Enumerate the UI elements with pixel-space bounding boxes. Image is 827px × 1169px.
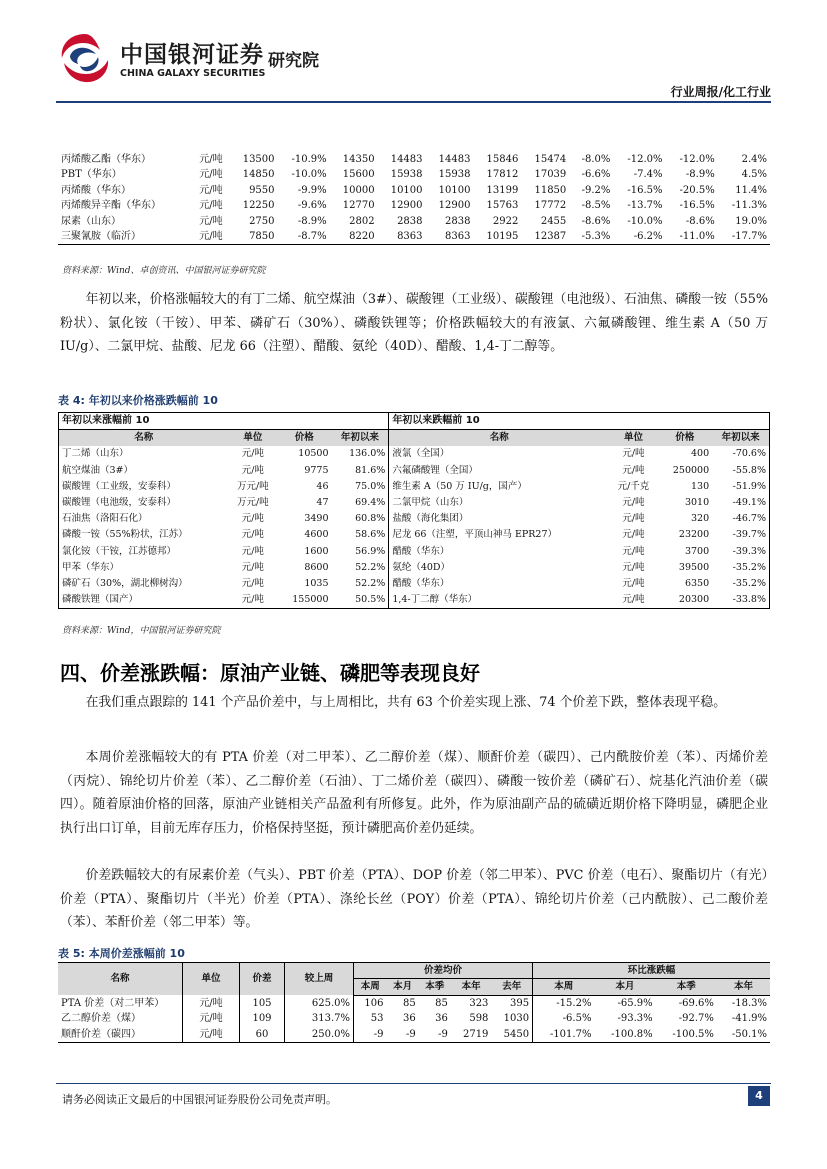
col-wow: 较上周 [285, 963, 354, 996]
right-ytd-change: -46.7% [732, 513, 766, 525]
ratio-week: -9.2% [581, 184, 611, 196]
right-unit: 元/吨 [622, 545, 645, 557]
avg-quarter: 10100 [438, 184, 471, 196]
price: 2750 [249, 215, 275, 227]
left-ytd-change: 69.4% [355, 497, 386, 509]
right-price: 20300 [678, 594, 710, 606]
avg-col-lastyear: 去年 [491, 979, 532, 995]
left-unit: 元/吨 [241, 545, 264, 557]
ratio-week: -8.6% [581, 215, 611, 227]
right-product-name: 1,4-丁二醇（华东） [389, 592, 609, 609]
col-name: 名称 [58, 963, 183, 996]
left-price: 3490 [304, 513, 329, 525]
left-product-name: 石油焦（洛阳石化） [62, 513, 148, 525]
right-unit: 元/吨 [622, 578, 645, 590]
col-name: 名称 [389, 430, 609, 447]
left-product-name: 碳酸锂（工业级，安泰科） [62, 480, 177, 492]
avg-year: 2719 [462, 1028, 489, 1040]
section-title: 四、价差涨跌幅：原油产业链、磷肥等表现良好 [60, 661, 480, 685]
left-price: 1600 [304, 545, 329, 557]
ratio-month: -93.3% [617, 1013, 653, 1025]
avg-month: 36 [402, 1013, 416, 1025]
left-unit: 元/吨 [241, 594, 264, 606]
table-row [59, 463, 770, 479]
avg-quarter: 36 [435, 1013, 448, 1025]
ratio-month: -100.8% [611, 1028, 653, 1040]
right-ytd-change: -39.7% [732, 529, 766, 541]
right-product-name: 液氯（全国） [389, 446, 609, 462]
right-price: 250000 [672, 464, 710, 476]
weekly-change: -10.0% [291, 169, 327, 181]
price: 13500 [242, 154, 275, 165]
ratio-col-quarter: 本季 [656, 979, 717, 995]
product-name: 尿素（山东） [61, 215, 121, 227]
ratio-year: -11.3% [731, 200, 767, 212]
right-product-name: 氨纶（40D） [389, 560, 609, 576]
table-row [58, 214, 770, 229]
col-ytd: 年初以来 [332, 430, 389, 447]
right-product-name: 维生素 A（50 万 IU/g，国产） [389, 479, 609, 495]
right-price: 23200 [678, 529, 710, 541]
left-product-name: 碳酸锂（电池级，安泰科） [62, 497, 177, 509]
product-name: 三聚氰胺（临沂） [61, 231, 141, 243]
avg-lastyear: 11850 [534, 184, 567, 196]
table4-caption: 表 4: 年初以来价格涨跌幅前 10 [58, 394, 218, 407]
ratio-year: -18.3% [731, 997, 767, 1009]
left-ytd-change: 58.6% [355, 529, 386, 541]
ratio-week: -101.7% [533, 1027, 595, 1043]
price-change-table-continued [58, 152, 770, 245]
ratio-year: 2.4% [741, 154, 767, 165]
ratio-month: -12.0% [627, 154, 663, 165]
avg-year: 13199 [486, 184, 519, 196]
avg-year: 2922 [492, 215, 519, 227]
right-price: 400 [691, 448, 710, 460]
weekly-change: -10.9% [291, 154, 327, 165]
avg-col-week: 本周 [354, 979, 387, 995]
col-unit: 单位 [609, 430, 658, 447]
ratio-week: -5.3% [581, 231, 611, 243]
avg-month: 15938 [390, 169, 423, 181]
product-name: 乙二醇价差（煤） [61, 1013, 141, 1025]
right-ytd-change: -39.3% [732, 545, 766, 557]
table-row [58, 229, 770, 245]
col-unit: 单位 [229, 430, 278, 447]
weekly-change: -9.9% [297, 184, 327, 196]
table-row [59, 479, 770, 495]
price: 9550 [249, 184, 275, 196]
avg-year: 10195 [486, 231, 519, 243]
avg-lastyear: 15474 [534, 154, 567, 165]
right-ytd-change: -55.8% [732, 464, 766, 476]
right-ytd-change: -33.8% [732, 594, 766, 606]
left-product-name: 甲苯（华东） [62, 561, 120, 573]
product-name: PBT（华东） [61, 169, 122, 181]
avg-quarter: 8363 [444, 231, 471, 243]
col-name: 名称 [59, 430, 229, 447]
right-unit: 元/吨 [622, 594, 645, 606]
table-row [58, 1027, 770, 1043]
col-price: 价格 [658, 430, 712, 447]
left-price: 9775 [304, 464, 329, 476]
ratio-week: -8.5% [581, 200, 611, 212]
avg-week: 106 [354, 995, 387, 1011]
ratio-week: -15.2% [533, 995, 595, 1011]
avg-week: 2802 [349, 215, 375, 227]
avg-col-month: 本月 [386, 979, 418, 995]
avg-month: 12900 [390, 200, 423, 212]
ratio-col-month: 本月 [594, 979, 655, 995]
left-product-name: 磷酸一铵（55%粉状，江苏） [62, 529, 188, 541]
left-unit: 元/吨 [241, 464, 264, 476]
left-product-name: 磷酸铁锂（国产） [62, 594, 139, 606]
avg-week: 15600 [342, 169, 375, 181]
right-ytd-change: -51.9% [732, 480, 766, 492]
unit: 元/吨 [199, 231, 223, 243]
avg-col-quarter: 本季 [419, 979, 451, 995]
report-type: 行业周报/化工行业 [670, 85, 771, 99]
ratio-quarter: -8.9% [685, 169, 715, 181]
right-price: 130 [691, 480, 710, 492]
ratio-col-week: 本周 [533, 979, 595, 995]
avg-lastyear: 5450 [503, 1028, 530, 1040]
unit: 元/吨 [199, 154, 223, 165]
avg-year: 323 [469, 997, 489, 1009]
right-product-name: 二氯甲烷（山东） [389, 495, 609, 511]
left-price: 8600 [304, 561, 329, 573]
table-row [59, 527, 770, 543]
table5-caption: 表 5: 本周价差涨幅前 10 [58, 947, 185, 960]
table-row [58, 995, 770, 1011]
left-product-name: 磷矿石（30%，湖北柳树沟） [62, 578, 188, 590]
disclaimer-text: 请务必阅读正文最后的中国银河证券股份公司免责声明。 [62, 1093, 337, 1106]
table-row [59, 446, 770, 462]
ratio-year: 11.4% [735, 184, 767, 196]
table-row [58, 1011, 770, 1026]
right-product-name: 醋酸（华东） [389, 576, 609, 592]
avg-lastyear: 12387 [534, 231, 567, 243]
unit: 元/吨 [199, 200, 223, 212]
spread: 109 [240, 1011, 285, 1026]
ratio-month: -16.5% [627, 184, 663, 196]
right-unit: 元/千克 [617, 480, 650, 492]
right-ytd-change: -70.6% [732, 448, 766, 460]
left-price: 155000 [292, 594, 329, 606]
ratio-month: -6.2% [633, 231, 663, 243]
unit: 元/吨 [199, 169, 223, 181]
left-unit: 万元/吨 [236, 480, 269, 492]
left-group-title: 年初以来涨幅前 10 [59, 413, 389, 430]
table-row [59, 511, 770, 527]
left-price: 4600 [304, 529, 329, 541]
avg-week: 10000 [342, 184, 375, 196]
left-unit: 元/吨 [241, 578, 264, 590]
right-unit: 元/吨 [622, 497, 645, 509]
table-row [58, 198, 770, 213]
avg-week: 8220 [349, 231, 375, 243]
left-price: 47 [316, 497, 329, 509]
avg-quarter: 2838 [444, 215, 471, 227]
product-name: 丙烯酸乙酯（华东） [61, 154, 151, 165]
ratio-year: -41.9% [731, 1013, 767, 1025]
ratio-quarter: -92.7% [678, 1013, 714, 1025]
table-row [59, 560, 770, 576]
table-row [58, 183, 770, 198]
unit: 元/吨 [199, 184, 223, 196]
unit: 元/吨 [183, 1011, 240, 1026]
left-product-name: 航空煤油（3#） [62, 464, 134, 476]
table-row [59, 576, 770, 592]
right-product-name: 盐酸（海化集团） [389, 511, 609, 527]
left-ytd-change: 52.2% [355, 578, 386, 590]
ratio-col-year: 本年 [717, 979, 770, 995]
avg-week: -9 [354, 1027, 387, 1043]
table4-source: 资料来源：Wind，中国银河证券研究院 [62, 626, 221, 636]
price: 7850 [249, 231, 275, 243]
top-table-source: 资料来源：Wind、卓创资讯、中国银河证券研究院 [62, 266, 266, 276]
table-row [59, 495, 770, 511]
col-price: 价格 [277, 430, 331, 447]
avg-quarter: -9 [438, 1028, 448, 1040]
avg-month: 8363 [397, 231, 423, 243]
right-price: 3010 [684, 497, 710, 509]
left-ytd-change: 136.0% [349, 448, 386, 460]
ratio-week: -8.0% [581, 154, 611, 165]
col-unit: 单位 [183, 963, 240, 996]
right-price: 39500 [678, 561, 710, 573]
company-name-cn: 中国银河证券 [120, 42, 264, 68]
left-unit: 元/吨 [241, 448, 264, 460]
avg-lastyear: 17039 [534, 169, 567, 181]
avg-month: 2838 [397, 215, 423, 227]
avg-quarter: 14483 [438, 154, 471, 165]
ratio-quarter: -20.5% [679, 184, 715, 196]
left-ytd-change: 52.2% [355, 561, 386, 573]
right-product-name: 尼龙 66（注塑，平顶山神马 EPR27） [389, 527, 609, 543]
ratio-week: -6.5% [533, 1011, 595, 1026]
avg-lastyear: 2455 [540, 215, 567, 227]
ratio-group-header: 环比涨跌幅 [533, 963, 770, 979]
ratio-quarter: -11.0% [679, 231, 715, 243]
section-paragraph-3: 价差跌幅较大的有尿素价差（气头）、PBT 价差（PTA）、DOP 价差（邻二甲苯）、PVC 价差（电石）、聚酯切片（有光）价差（PTA）、聚酯切片（半光）价差（PTA）、涤纶长丝（POY）价差（PTA）、锦纶切片价差（己内酰胺）、己二酸价差（苯）、苯酐价差（邻二甲苯）等。 [60, 868, 768, 931]
ratio-quarter: -16.5% [679, 200, 715, 212]
section-paragraph-1: 在我们重点跟踪的 141 个产品价差中，与上周相比，共有 63 个价差实现上涨、74 个价差下跌，整体表现平稳。 [85, 695, 726, 710]
left-ytd-change: 75.0% [355, 480, 386, 492]
right-ytd-change: -35.2% [732, 561, 766, 573]
galaxy-logo-icon [56, 30, 114, 88]
avg-year: 15763 [486, 200, 519, 212]
spread-top10-table [58, 962, 770, 1043]
left-price: 10500 [298, 448, 329, 460]
avg-year: 598 [469, 1013, 489, 1025]
ratio-year: -50.1% [731, 1028, 767, 1040]
ratio-quarter: -69.6% [678, 997, 714, 1009]
right-group-title: 年初以来跌幅前 10 [389, 413, 770, 430]
avg-month: 85 [402, 997, 416, 1009]
company-logo [56, 30, 356, 90]
product-name: 顺酐价差（碳四） [61, 1028, 141, 1040]
price: 14850 [242, 169, 275, 181]
unit: 元/吨 [199, 215, 223, 227]
product-name: PTA 价差（对二甲苯） [61, 997, 165, 1009]
left-unit: 万元/吨 [236, 497, 269, 509]
unit: 元/吨 [183, 1027, 240, 1043]
table-row [59, 544, 770, 560]
avg-lastyear: 395 [510, 997, 530, 1009]
footer-divider [56, 1083, 771, 1084]
left-unit: 元/吨 [241, 513, 264, 525]
wow-change: 250.0% [285, 1027, 354, 1043]
wow-change: 313.7% [285, 1011, 354, 1026]
weekly-change: -9.6% [297, 200, 327, 212]
table-row [58, 167, 770, 182]
left-product-name: 氯化铵（干铵，江苏德邦） [62, 545, 177, 557]
avg-week: 14350 [342, 154, 375, 165]
avg-quarter: 85 [435, 997, 448, 1009]
left-unit: 元/吨 [241, 529, 264, 541]
col-spread: 价差 [240, 963, 285, 996]
ytd-top10-table [58, 412, 770, 609]
ytd-summary-paragraph: 年初以来，价格涨幅较大的有丁二烯、航空煤油（3#）、碳酸锂（工业级）、碳酸锂（电池级）、石油焦、磷酸一铵（55%粉状）、氯化铵（干铵）、甲苯、磷矿石（30%）、磷酸铁锂等；价格跌幅较大的有液氯、六氟磷酸锂、维生素 A（50 万 IU/g）、二氯甲烷、盐酸、尼龙 66（注塑）、醋酸、氨纶（40D）、醋酸、1,4-丁二醇等。 [60, 292, 768, 355]
left-product-name: 丁二烯（山东） [62, 448, 129, 460]
col-ytd: 年初以来 [712, 430, 769, 447]
table-row [58, 152, 770, 167]
avg-month: 10100 [390, 184, 423, 196]
spread: 105 [240, 995, 285, 1011]
right-product-name: 醋酸（华东） [389, 544, 609, 560]
avg-week: 12770 [342, 200, 375, 212]
avg-year: 15846 [486, 154, 519, 165]
ratio-quarter: -100.5% [672, 1028, 714, 1040]
avg-col-year: 本年 [451, 979, 492, 995]
ratio-year: 19.0% [735, 215, 767, 227]
right-price: 6350 [684, 578, 710, 590]
right-unit: 元/吨 [622, 464, 645, 476]
left-unit: 元/吨 [241, 561, 264, 573]
left-ytd-change: 56.9% [355, 545, 386, 557]
institute-name: 研究院 [268, 51, 319, 71]
right-ytd-change: -49.1% [732, 497, 766, 509]
ratio-year: -17.7% [731, 231, 767, 243]
avg-month: -9 [405, 1028, 416, 1040]
ratio-week: -6.6% [581, 169, 611, 181]
avg-year: 17812 [486, 169, 519, 181]
right-unit: 元/吨 [622, 513, 645, 525]
section-paragraph-2: 本周价差涨幅较大的有 PTA 价差（对二甲苯）、乙二醇价差（煤）、顺酐价差（碳四）、己内酰胺价差（苯）、丙烯价差（丙烷）、锦纶切片价差（苯）、乙二醇价差（石油）、丁二烯价差（碳四）、磷酸一铵价差（磷矿石）、烷基化汽油价差（碳四）。随着原油价格的回落，原油产业链相关产品盈利有所修复。此外，作为原油副产品的硫磺近期价格下降明显，磷肥企业执行出口订单，目前无库存压力，价格保持坚挺，预计磷肥高价差仍延续。 [60, 750, 768, 836]
right-unit: 元/吨 [622, 561, 645, 573]
price: 12250 [242, 200, 275, 212]
right-price: 3700 [684, 545, 710, 557]
weekly-change: -8.9% [297, 215, 327, 227]
product-name: 丙烯酸异辛酯（华东） [61, 200, 161, 212]
right-price: 320 [691, 513, 710, 525]
avg-lastyear: 1030 [503, 1013, 530, 1025]
avg-lastyear: 17772 [534, 200, 567, 212]
company-name-en: CHINA GALAXY SECURITIES [120, 68, 266, 79]
spread: 60 [240, 1027, 285, 1043]
wow-change: 625.0% [285, 995, 354, 1011]
ratio-month: -65.9% [617, 997, 653, 1009]
avg-week: 53 [354, 1011, 387, 1026]
ratio-quarter: -12.0% [679, 154, 715, 165]
left-price: 46 [316, 480, 329, 492]
weekly-change: -8.7% [297, 231, 327, 243]
unit: 元/吨 [183, 995, 240, 1011]
table-row [59, 592, 770, 609]
left-price: 1035 [304, 578, 329, 590]
right-unit: 元/吨 [622, 448, 645, 460]
avg-quarter: 12900 [438, 200, 471, 212]
product-name: 丙烯酸（华东） [61, 184, 131, 196]
left-ytd-change: 60.8% [355, 513, 386, 525]
ratio-year: 4.5% [741, 169, 767, 181]
left-ytd-change: 50.5% [355, 594, 386, 606]
page-number: 4 [748, 1086, 770, 1106]
ratio-month: -7.4% [633, 169, 663, 181]
ratio-month: -13.7% [627, 200, 663, 212]
avg-month: 14483 [390, 154, 423, 165]
left-ytd-change: 81.6% [355, 464, 386, 476]
avg-quarter: 15938 [438, 169, 471, 181]
ratio-month: -10.0% [627, 215, 663, 227]
header-divider [56, 101, 771, 103]
right-ytd-change: -35.2% [732, 578, 766, 590]
right-product-name: 六氟磷酸锂（全国） [389, 463, 609, 479]
avg-group-header: 价差均价 [354, 963, 533, 979]
ratio-quarter: -8.6% [685, 215, 715, 227]
right-unit: 元/吨 [622, 529, 645, 541]
